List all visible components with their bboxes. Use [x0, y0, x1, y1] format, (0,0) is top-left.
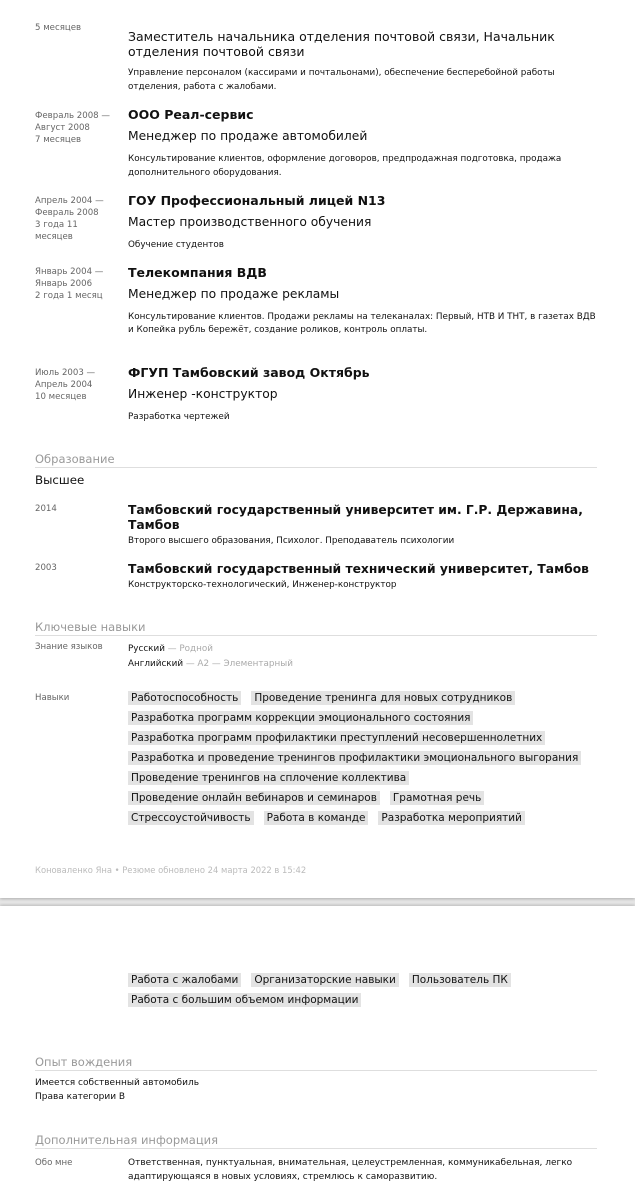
language-item	[128, 658, 293, 670]
language-name: Русский	[128, 644, 165, 654]
experience-company: Телекомпания ВДВ	[128, 265, 267, 280]
experience-position: Заместитель начальника отделения почтовой связи, Начальник отделения почтовой связи	[128, 29, 555, 59]
skills-label: Навыки	[35, 693, 70, 703]
education-level: Высшее	[35, 473, 85, 487]
language-level: — Родной	[164, 644, 213, 654]
skill-tag: Проведение тренингов на сплочение коллектива	[128, 771, 409, 785]
experience-company: ООО Реал-сервис	[128, 107, 254, 122]
experience-date: Апрель 2004 — Февраль 2008 3 года 11 месяцев	[35, 196, 104, 242]
skills-list	[128, 688, 598, 828]
skill-tag: Проведение онлайн вебинаров и семинаров	[128, 791, 380, 805]
skills-list-continued	[128, 970, 598, 1010]
education-institution: Тамбовский государственный университет им. Г.Р. Державина, Тамбов	[128, 503, 583, 532]
experience-date: 5 месяцев	[35, 23, 82, 33]
experience-description: Консультирование клиентов, оформление договоров, предпродажная подготовка, продажа дополнительного оборудования.	[128, 154, 562, 178]
education-section-title: Образование	[35, 452, 597, 468]
resume-page-2	[0, 906, 635, 1195]
skill-tag: Работа с большим объемом информации	[128, 993, 361, 1007]
skill-tag: Работа в команде	[264, 811, 369, 825]
education-year: 2003	[35, 563, 57, 573]
experience-company: ГОУ Профессиональный лицей N13	[128, 193, 386, 208]
experience-position: Мастер производственного обучения	[128, 215, 372, 229]
driving-line: Имеется собственный автомобиль	[35, 1078, 200, 1088]
experience-position: Менеджер по продаже автомобилей	[128, 129, 368, 143]
skill-tag: Проведение тренинга для новых сотрудников	[251, 691, 515, 705]
skill-tag: Разработка и проведение тренингов профилактики эмоционального выгорания	[128, 751, 581, 765]
additional-section-title: Дополнительная информация	[35, 1133, 597, 1149]
skill-tag: Организаторские навыки	[251, 973, 398, 987]
skill-tag: Разработка программ профилактики преступлений несовершеннолетних	[128, 731, 545, 745]
skill-tag: Разработка программ коррекции эмоционального состояния	[128, 711, 473, 725]
experience-description: Управление персоналом (кассирами и почтальонами), обеспечение бесперебойной работы отделения, работа с жалобами.	[128, 68, 555, 92]
experience-date: Январь 2004 — Январь 2006 2 года 1 месяц	[35, 267, 104, 301]
skill-tag: Грамотная речь	[390, 791, 484, 805]
languages-label: Знание языков	[35, 642, 103, 652]
experience-description: Обучение студентов	[128, 240, 224, 250]
driving-section-title: Опыт вождения	[35, 1055, 597, 1071]
experience-description: Консультирование клиентов. Продажи рекламы на телеканалах: Первый, НТВ И ТНТ, в газетах ВДВ и Копейка рубль бережёт, создание роликов, контроль оплаты.	[128, 312, 596, 335]
skill-tag: Пользователь ПК	[409, 973, 511, 987]
skill-tag: Стрессоустойчивость	[128, 811, 254, 825]
skill-tag: Работоспособность	[128, 691, 241, 705]
skill-tag: Работа с жалобами	[128, 973, 241, 987]
skill-tag: Разработка мероприятий	[378, 811, 524, 825]
language-name: Английский	[128, 659, 184, 669]
education-year: 2014	[35, 504, 57, 514]
experience-company: ФГУП Тамбовский завод Октябрь	[128, 365, 370, 380]
about-label: Обо мне	[35, 1158, 73, 1168]
language-level: — A2 — Элементарный	[183, 659, 293, 669]
language-item	[128, 643, 213, 655]
education-description: Конструкторско-технологический, Инженер-конструктор	[128, 580, 397, 590]
experience-description: Разработка чертежей	[128, 412, 230, 422]
skills-section-title: Ключевые навыки	[35, 620, 597, 636]
experience-position: Инженер -конструктор	[128, 387, 278, 401]
resume-footer: Коноваленко Яна • Резюме обновлено 24 марта 2022 в 15:42	[35, 865, 307, 875]
experience-date: Июль 2003 — Апрель 2004 10 месяцев	[35, 368, 96, 402]
education-institution: Тамбовский государственный технический университет, Тамбов	[128, 562, 589, 576]
education-description: Второго высшего образования, Психолог. Преподаватель психологии	[128, 536, 455, 546]
experience-position: Менеджер по продаже рекламы	[128, 287, 340, 301]
driving-line: Права категории B	[35, 1092, 126, 1102]
experience-date: Февраль 2008 — Август 2008 7 месяцев	[35, 111, 110, 145]
about-text: Ответственная, пунктуальная, внимательная, целеустремленная, коммуникабельная, легко адаптирующаяся в новых условиях, стремлюсь к саморазвитию.	[128, 1158, 573, 1182]
